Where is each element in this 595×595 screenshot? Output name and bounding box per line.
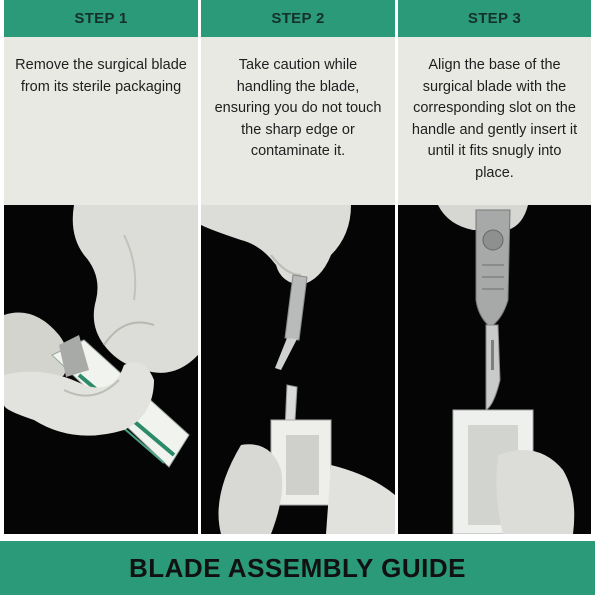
step-1-card bbox=[4, 0, 198, 534]
step-2-photo bbox=[201, 205, 395, 534]
step-3-card bbox=[398, 0, 591, 534]
step-1-header: STEP 1 bbox=[4, 0, 198, 37]
step-2-header: STEP 2 bbox=[201, 0, 395, 37]
step-2-description: Take caution while handling the blade, ensuring you do not touch the sharp edge or contaminate it. bbox=[214, 57, 382, 159]
gloved-hands-holding-handle-and-blade-icon bbox=[201, 205, 395, 534]
step-3-photo bbox=[398, 205, 591, 534]
step-1-description: Remove the surgical blade from its sterile packaging bbox=[15, 57, 187, 95]
step-1-photo bbox=[4, 205, 198, 534]
step-2-card bbox=[201, 0, 395, 534]
step-3-description: Align the base of the surgical blade with the corresponding slot on the handle and gently insert it until it fits snugly into place. bbox=[411, 57, 578, 181]
gloved-hands-opening-packet-icon bbox=[4, 205, 198, 534]
footer-banner bbox=[0, 541, 595, 595]
step-3-header: STEP 3 bbox=[398, 0, 591, 37]
guide-title: BLADE ASSEMBLY GUIDE bbox=[129, 552, 466, 583]
handle-inserting-into-blade-icon bbox=[398, 205, 591, 534]
